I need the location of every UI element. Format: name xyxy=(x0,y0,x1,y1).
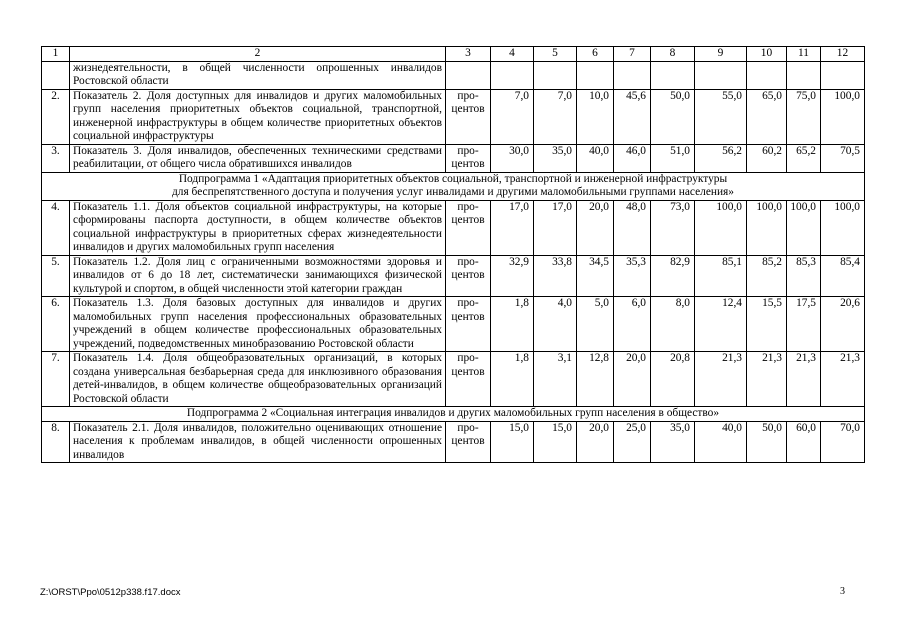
value-cell: 34,5 xyxy=(577,255,614,297)
value-cell: 17,0 xyxy=(534,200,577,255)
subprogram-1-row xyxy=(42,172,865,200)
value-cell: 21,3 xyxy=(821,352,865,407)
value-cell: 33,8 xyxy=(534,255,577,297)
value-cell: 15,5 xyxy=(747,297,787,352)
subprogram-2-row xyxy=(42,407,865,422)
subprogram-2-title: Подпрограмма 2 «Социальная интеграция инвалидов и других маломобильных групп населения в общество» xyxy=(42,407,865,422)
value-cell: 56,2 xyxy=(695,144,747,172)
header-cell: 2 xyxy=(70,47,446,62)
value-cell: 1,8 xyxy=(491,352,534,407)
value-cell: 21,3 xyxy=(695,352,747,407)
header-cell: 7 xyxy=(614,47,651,62)
indicator-name: Показатель 1.3. Доля базовых доступных для инвалидов и других маломобильных групп населения профессиональных образовательных учреждений в общем количестве профессиональных образовательных учреждений, подведомственных минобразованию Ростовской области xyxy=(70,297,446,352)
indicator-name: Показатель 3. Доля инвалидов, обеспеченных техническими средствами реабилитации, от общего числа обратившихся инвалидов xyxy=(70,144,446,172)
indicator-name: Показатель 2.1. Доля инвалидов, положительно оценивающих отношение населения к проблемам инвалидов, в общей численности опрошенных инвалидов xyxy=(70,421,446,463)
row-number: 2. xyxy=(42,89,70,144)
value-cell: 100,0 xyxy=(821,89,865,144)
value-cell: 85,1 xyxy=(695,255,747,297)
table-header-row xyxy=(42,47,865,62)
row-number: 3. xyxy=(42,144,70,172)
value-cell: 85,4 xyxy=(821,255,865,297)
subprogram-1-line-2: для беспрепятственного доступа и получения услуг инвалидами и другими маломобильными группами населения» xyxy=(171,186,734,198)
value-cell: 21,3 xyxy=(747,352,787,407)
footer-file-path: Z:\ORST\Ppo\0512p338.f17.docx xyxy=(40,587,181,598)
unit-cell: про-центов xyxy=(446,255,491,297)
header-cell: 8 xyxy=(651,47,695,62)
value-cell: 32,9 xyxy=(491,255,534,297)
value-cell: 48,0 xyxy=(614,200,651,255)
header-cell: 5 xyxy=(534,47,577,62)
unit-cell: про-центов xyxy=(446,297,491,352)
table-row xyxy=(42,144,865,172)
value-cell: 20,8 xyxy=(651,352,695,407)
indicator-name: Показатель 1.4. Доля общеобразовательных организаций, в которых создана универсальная безбарьерная среда для инклюзивного образования детей-инвалидов, в общем количестве общеобразовательных организаций Ростовской области xyxy=(70,352,446,407)
value-cell: 85,2 xyxy=(747,255,787,297)
value-cell: 73,0 xyxy=(651,200,695,255)
header-cell: 10 xyxy=(747,47,787,62)
unit-cell: про-центов xyxy=(446,144,491,172)
page-number: 3 xyxy=(840,586,845,597)
header-cell: 12 xyxy=(821,47,865,62)
value-cell: 12,4 xyxy=(695,297,747,352)
header-cell: 4 xyxy=(491,47,534,62)
value-cell: 35,3 xyxy=(614,255,651,297)
row-number: 7. xyxy=(42,352,70,407)
header-cell: 3 xyxy=(446,47,491,62)
value-cell: 25,0 xyxy=(614,421,651,463)
value-cell: 50,0 xyxy=(747,421,787,463)
subprogram-1-line-1: Подпрограмма 1 «Адаптация приоритетных объектов социальной, транспортной и инженерной инфраструктуры xyxy=(178,172,728,185)
row-number: 8. xyxy=(42,421,70,463)
value-cell: 70,5 xyxy=(821,144,865,172)
value-cell: 45,6 xyxy=(614,89,651,144)
header-cell: 9 xyxy=(695,47,747,62)
value-cell: 70,0 xyxy=(821,421,865,463)
value-cell: 17,5 xyxy=(787,297,821,352)
indicators-table xyxy=(41,46,865,463)
row-number: 6. xyxy=(42,297,70,352)
value-cell: 12,8 xyxy=(577,352,614,407)
value-cell: 7,0 xyxy=(534,89,577,144)
value-cell: 51,0 xyxy=(651,144,695,172)
value-cell: 30,0 xyxy=(491,144,534,172)
header-cell: 1 xyxy=(42,47,70,62)
value-cell: 10,0 xyxy=(577,89,614,144)
indicator-name: Показатель 1.2. Доля лиц с ограниченными возможностями здоровья и инвалидов от 6 до 18 лет, систематически занимающихся физической культурой и спортом, в общей численности этой категории граждан xyxy=(70,255,446,297)
unit-cell: про-центов xyxy=(446,89,491,144)
row-number: 4. xyxy=(42,200,70,255)
value-cell: 20,0 xyxy=(577,421,614,463)
value-cell: 46,0 xyxy=(614,144,651,172)
header-cell: 6 xyxy=(577,47,614,62)
table-row xyxy=(42,352,865,407)
value-cell: 82,9 xyxy=(651,255,695,297)
table-row xyxy=(42,421,865,463)
value-cell: 20,0 xyxy=(577,200,614,255)
value-cell: 65,0 xyxy=(747,89,787,144)
value-cell: 5,0 xyxy=(577,297,614,352)
table-row xyxy=(42,89,865,144)
value-cell: 40,0 xyxy=(577,144,614,172)
value-cell: 55,0 xyxy=(695,89,747,144)
header-cell: 11 xyxy=(787,47,821,62)
unit-cell: про-центов xyxy=(446,200,491,255)
unit-cell: про-центов xyxy=(446,352,491,407)
unit-cell: про-центов xyxy=(446,421,491,463)
value-cell: 15,0 xyxy=(534,421,577,463)
value-cell: 1,8 xyxy=(491,297,534,352)
value-cell: 85,3 xyxy=(787,255,821,297)
value-cell: 65,2 xyxy=(787,144,821,172)
table-row xyxy=(42,200,865,255)
value-cell: 60,2 xyxy=(747,144,787,172)
value-cell: 100,0 xyxy=(821,200,865,255)
value-cell: 35,0 xyxy=(534,144,577,172)
value-cell: 35,0 xyxy=(651,421,695,463)
continuation-row xyxy=(42,61,865,89)
indicator-name: Показатель 1.1. Доля объектов социальной инфраструктуры, на которые сформированы паспорта доступности, в общем количестве объектов социальной инфраструктуры в приоритетных сферах жизнедеятельности инвалидов и других маломобильных групп населения xyxy=(70,200,446,255)
value-cell: 20,0 xyxy=(614,352,651,407)
table-row xyxy=(42,297,865,352)
value-cell: 15,0 xyxy=(491,421,534,463)
indicator-name: Показатель 2. Доля доступных для инвалидов и других маломобильных групп населения приоритетных объектов социальной, транспортной, инженерной инфраструктуры в общем количестве приоритетных объектов социальной инфраструктуры xyxy=(70,89,446,144)
value-cell: 20,6 xyxy=(821,297,865,352)
value-cell: 60,0 xyxy=(787,421,821,463)
value-cell: 100,0 xyxy=(695,200,747,255)
table-row xyxy=(42,255,865,297)
value-cell: 100,0 xyxy=(787,200,821,255)
value-cell: 7,0 xyxy=(491,89,534,144)
value-cell: 75,0 xyxy=(787,89,821,144)
value-cell: 4,0 xyxy=(534,297,577,352)
value-cell: 21,3 xyxy=(787,352,821,407)
row-number: 5. xyxy=(42,255,70,297)
value-cell: 50,0 xyxy=(651,89,695,144)
value-cell: 8,0 xyxy=(651,297,695,352)
value-cell: 3,1 xyxy=(534,352,577,407)
value-cell: 17,0 xyxy=(491,200,534,255)
value-cell: 40,0 xyxy=(695,421,747,463)
continuation-text: жизнедеятельности, в общей численности опрошенных инвалидов Ростовской области xyxy=(70,61,446,89)
value-cell: 6,0 xyxy=(614,297,651,352)
value-cell: 100,0 xyxy=(747,200,787,255)
